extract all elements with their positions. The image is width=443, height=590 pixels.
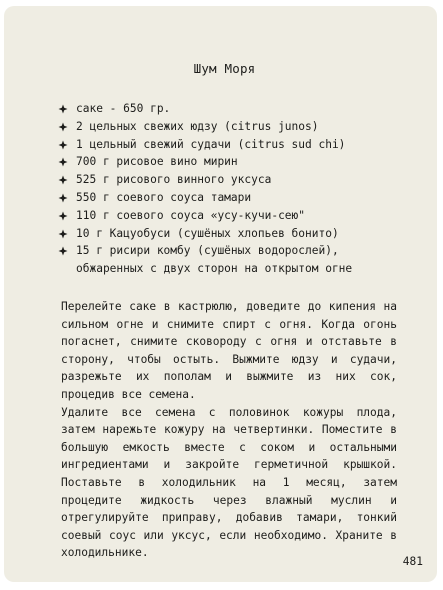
ingredient-item [58,242,406,278]
diamond-bullet-icon [58,193,68,203]
ingredient-list [58,100,406,278]
diamond-bullet-icon [58,229,68,239]
instructions [61,298,397,562]
diamond-bullet-icon [58,175,68,185]
diamond-bullet-icon [58,211,68,221]
diamond-bullet-icon [58,140,68,150]
diamond-bullet-icon [58,104,68,114]
ingredient-item [58,207,406,225]
ingredient-text: 15 г рисири комбу (сушёных водорослей), обжаренных с двух сторон на открытом огне [76,244,353,276]
ingredient-text: 1 цельный свежий судачи (citrus sud chi) [76,137,346,151]
ingredient-item [58,136,406,154]
diamond-bullet-icon [58,122,68,132]
recipe-title: Шум Моря [193,61,256,76]
ingredient-text: 525 г рисового винного уксуса [76,173,272,187]
ingredient-text: 550 г соевого соуса тамари [76,190,252,204]
ingredient-item [58,118,406,136]
instruction-paragraph: Удалите все семена с половинок кожуры плода, затем нарежьте кожуру на четвертинки. Поместите в большую емкость вместе с соком и остальными ингредиентами и закройте герметичной крышкой. Поставьте в холодильник на 1 месяц, затем процедите жидкость через влажный муслин и отрегулируйте приправу, добавив тамари, тонкий соевый соус или уксус, если необходимо. Храните в холодильнике. [61,405,397,560]
page-number: 481 [402,555,423,568]
ingredient-text: саке - 650 гр. [76,102,171,115]
ingredient-text: 110 г соевого соуса «усу-кучи-сею" [76,208,306,222]
document-page [4,6,437,582]
ingredient-text: 10 г Кацуобуси (сушёных хлопьев бонито) [76,226,339,240]
ingredient-item [58,100,406,118]
ingredient-item [58,171,406,189]
diamond-bullet-icon [58,157,68,167]
ingredient-item [58,189,406,207]
ingredient-item [58,225,406,243]
ingredient-text: 2 цельных свежих юдзу (citrus junos) [76,119,319,133]
instruction-paragraph: Перелейте саке в кастрюлю, доведите до кипения на сильном огне и снимите спирт с огня. Когда огонь погаснет, снимите сковороду с огня и отставьте в сторону, чтобы остыть. Выжмите юдзу и судачи, разрежьте их пополам и выжмите из них сок, процедив все семена. [61,300,397,401]
diamond-bullet-icon [58,246,68,256]
ingredient-text: 700 г рисовое вино мирин [76,155,238,169]
ingredient-item [58,153,406,171]
